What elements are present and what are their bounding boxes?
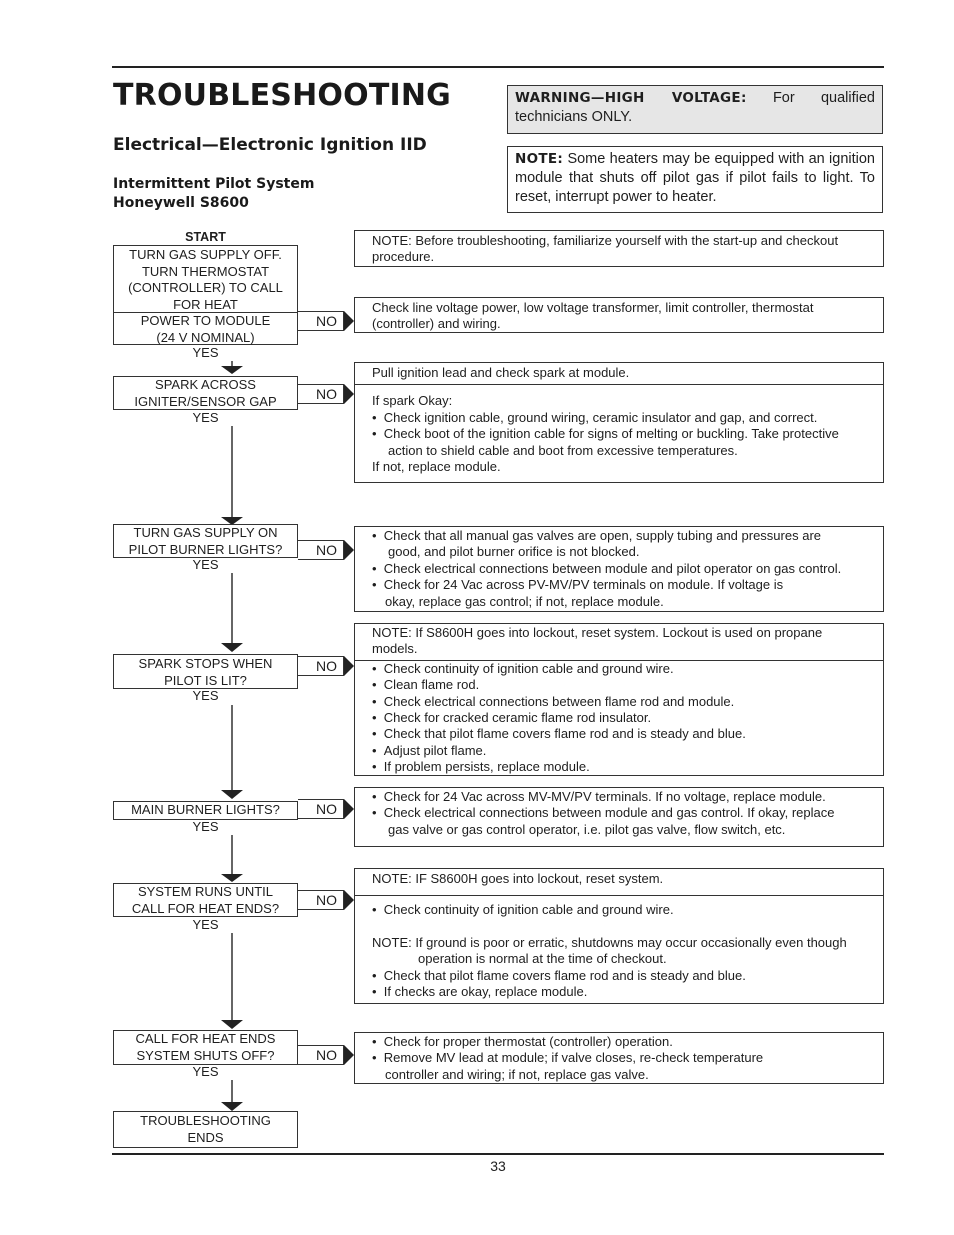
flow-step-spark-stops	[113, 654, 298, 689]
step-line: (24 V NOMINAL)	[156, 329, 255, 345]
yes-label: YES	[192, 688, 219, 703]
text-line: (controller) and wiring.	[372, 316, 501, 332]
text-line: Check line voltage power, low voltage transformer, limit controller, thermostat	[372, 300, 814, 315]
text-line: procedure.	[372, 249, 435, 265]
no-arrow-4	[344, 656, 354, 676]
step-line: IGNITER/SENSOR GAP	[134, 393, 277, 409]
flow-step-call-for-heat-ends	[113, 1030, 298, 1065]
bullet-item: • If checks are okay, replace module.	[372, 984, 588, 1000]
bullet-item: • Check continuity of ignition cable and ground wire.	[372, 660, 674, 676]
text-line: controller and wiring; if not, replace gas valve.	[385, 1066, 649, 1082]
step-line: SYSTEM RUNS UNTIL	[137, 884, 274, 899]
step-line: SPARK STOPS WHEN	[138, 656, 273, 671]
text-line: If spark Okay:	[372, 393, 453, 409]
warning-text: For qualified technicians ONLY.	[515, 90, 876, 125]
yes-label: YES	[192, 345, 219, 360]
text-line: good, and pilot burner orifice is not blocked.	[388, 544, 640, 560]
system-name-line2: Honeywell S8600	[113, 195, 249, 211]
text-line: Pull ignition lead and check spark at module.	[372, 365, 630, 380]
no-arrow-7	[344, 1045, 354, 1065]
bullet-item: • Clean flame rod.	[372, 677, 480, 693]
step-line: MAIN BURNER LIGHTS?	[131, 802, 280, 817]
text-line: NOTE: If ground is poor or erratic, shutdowns may occur occasionally even though	[372, 934, 847, 950]
no-arrow-6	[344, 890, 354, 910]
step-line: TURN GAS SUPPLY ON	[133, 525, 278, 540]
flow-step-power-to-module	[113, 312, 298, 345]
no-label: NO	[298, 656, 344, 676]
text-line: operation is normal at the time of checkout.	[418, 951, 667, 967]
bullet-item: • If problem persists, replace module.	[372, 759, 590, 775]
page-title: TROUBLESHOOTING	[113, 78, 451, 113]
step-line: (CONTROLLER) TO CALL	[128, 280, 283, 295]
text-line: gas valve or gas control operator, i.e. pilot gas valve, flow switch, etc.	[388, 821, 786, 837]
text-line: NOTE: IF S8600H goes into lockout, reset system.	[372, 871, 664, 886]
page-number: 33	[490, 1158, 506, 1174]
no-label: NO	[298, 384, 344, 404]
section-subtitle: Electrical—Electronic Ignition IID	[113, 135, 427, 155]
yes-label: YES	[192, 917, 219, 932]
no-arrow-3	[344, 540, 354, 560]
bullet-item: • Check for 24 Vac across PV-MV/PV terminals on module. If voltage is	[372, 577, 784, 593]
infobox-intro-note	[354, 230, 884, 267]
spacer	[372, 919, 875, 935]
step-line: CALL FOR HEAT ENDS?	[131, 900, 280, 916]
step-line: TURN GAS SUPPLY OFF.	[129, 247, 282, 262]
text-line: NOTE: Before troubleshooting, familiarize yourself with the start-up and checkout	[372, 233, 839, 248]
note-label: NOTE:	[515, 151, 564, 167]
system-name-line1: Intermittent Pilot System	[113, 176, 315, 192]
text-line: models.	[372, 641, 418, 657]
bullet-item: • Remove MV lead at module; if valve closes, re-check temperature	[372, 1050, 764, 1066]
step-line: POWER TO MODULE	[140, 313, 271, 328]
no-arrow-1	[344, 311, 354, 331]
step-line: ENDS	[187, 1129, 224, 1145]
no-label: NO	[298, 540, 344, 560]
step-line: PILOT IS LIT?	[164, 672, 247, 688]
no-arrow-5	[344, 799, 354, 819]
bullet-item: • Check electrical connections between module and gas control. If okay, replace	[372, 805, 835, 821]
yes-label: YES	[192, 557, 219, 572]
no-label: NO	[298, 799, 344, 819]
bullet-item: • Check that all manual gas valves are open, supply tubing and pressures are	[372, 528, 821, 543]
flow-step-main-burner-lights	[113, 801, 298, 820]
bullet-item: • Check electrical connections between module and pilot operator on gas control.	[372, 560, 842, 576]
step-line: SYSTEM SHUTS OFF?	[136, 1047, 275, 1063]
bullet-item: • Check electrical connections between flame rod and module.	[372, 693, 735, 709]
bullet-item: • Check ignition cable, ground wiring, ceramic insulator and gap, and correct.	[372, 409, 818, 425]
step-line: FOR HEAT	[173, 296, 238, 312]
yes-label: YES	[192, 410, 219, 425]
flow-step-spark-across-gap	[113, 376, 298, 410]
yes-label: YES	[192, 819, 219, 834]
infobox-spark-check	[354, 362, 884, 483]
step-line: TROUBLESHOOTING	[140, 1113, 271, 1128]
bullet-item: • Check boot of the ignition cable for signs of melting or buckling. Take protective	[372, 426, 839, 442]
infobox-system-runs-check	[354, 868, 884, 1004]
infobox-shutoff-check	[354, 1032, 884, 1084]
step-line: PILOT BURNER LIGHTS?	[128, 541, 283, 557]
bullet-item: • Check for cracked ceramic flame rod insulator.	[372, 710, 652, 726]
bullet-item: • Check that pilot flame covers flame rod and is steady and blue.	[372, 967, 746, 983]
text-line: action to shield cable and boot from excessive temperatures.	[388, 442, 738, 458]
note-text: Some heaters may be equipped with an ignition module that shuts off pilot gas if pilot fails to light. To reset, interrupt power to heater.	[515, 151, 876, 205]
no-label: NO	[298, 311, 344, 331]
bullet-item: • Check continuity of ignition cable and ground wire.	[372, 902, 674, 918]
no-label: NO	[298, 1045, 344, 1065]
text-line: NOTE: If S8600H goes into lockout, reset system. Lockout is used on propane	[372, 625, 823, 640]
flow-step-troubleshooting-ends	[113, 1111, 298, 1148]
step-line: TURN THERMOSTAT	[141, 263, 270, 279]
flow-step-pilot-burner-lights	[113, 524, 298, 558]
bullet-item: • Check for 24 Vac across MV-MV/PV terminals. If no voltage, replace module.	[372, 789, 826, 804]
infobox-pilot-check	[354, 526, 884, 612]
no-arrow-2	[344, 384, 354, 404]
bullet-item: • Check for proper thermostat (controller) operation.	[372, 1034, 673, 1049]
yes-label: YES	[192, 1064, 219, 1079]
start-label: START	[185, 230, 226, 244]
step-line: SPARK ACROSS	[155, 377, 256, 392]
bullet-item: • Check that pilot flame covers flame rod and is steady and blue.	[372, 726, 746, 742]
no-label: NO	[298, 890, 344, 910]
flow-step-turn-gas-off	[113, 245, 298, 313]
infobox-main-burner-check	[354, 787, 884, 847]
infobox-spark-stops-check	[354, 623, 884, 776]
warning-label: WARNING—HIGH VOLTAGE:	[515, 90, 747, 106]
step-line: CALL FOR HEAT ENDS	[135, 1031, 276, 1046]
text-line: okay, replace gas control; if not, replace module.	[385, 593, 664, 609]
infobox-power-check	[354, 297, 884, 333]
text-line: If not, replace module.	[372, 459, 501, 475]
bullet-item: • Adjust pilot flame.	[372, 742, 487, 758]
flow-step-system-runs	[113, 883, 298, 917]
